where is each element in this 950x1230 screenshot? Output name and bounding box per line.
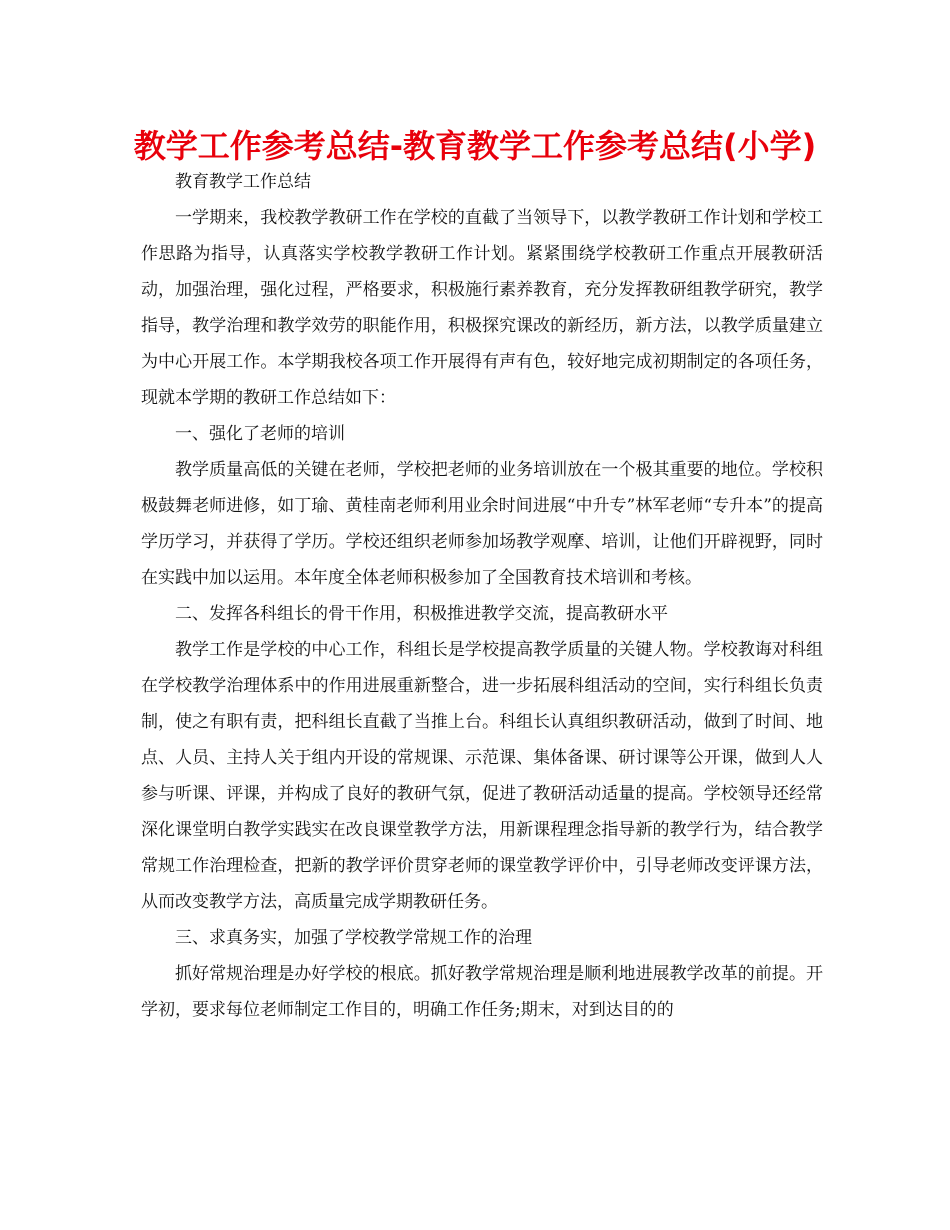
section-heading-1: 一、强化了老师的培训 [175,424,345,444]
section-subtitle: 教育教学工作总结 [175,172,311,192]
intro-paragraph: 一学期来，我校教学教研工作在学校的直截了当领导下，以教学教研工作计划和学校工作思路为指导，认真落实学校教学教研工作计划。紧紧围绕学校教研工作重点开展教研活动，加强治理，强化过程，严格要求，积极施行素养教育，充分发挥教研组教学研究，教学指导，教学治理和教学效劳的职能作用，积极探究课改的新经历，新方法，以教学质量建立为中心开展工作。本学期我校各项工作开展得有声有色，较好地完成初期制定的各项任务，现就本学期的教研工作总结如下： [141,208,823,408]
section-heading-3: 三、求真务实，加强了学校教学常规工作的治理 [175,928,532,948]
section-heading-2: 二、发挥各科组长的骨干作用，积极推进教学交流，提高教研水平 [175,604,668,624]
section-paragraph-3: 抓好常规治理是办好学校的根底。抓好教学常规治理是顺利地进展教学改革的前提。开学初，要求每位老师制定工作目的，明确工作任务;期末，对到达目的的 [141,964,823,1020]
section-paragraph-2: 教学工作是学校的中心工作，科组长是学校提高教学质量的关键人物。学校教诲对科组在学校教学治理体系中的作用进展重新整合，进一步拓展科组活动的空间，实行科组长负责制，使之有职有责，把科组长直截了当推上台。科组长认真组织教研活动，做到了时间、地点、人员、主持人关于组内开设的常规课、示范课、集体备课、研讨课等公开课，做到人人参与听课、评课，并构成了良好的教研气氛，促进了教研活动适量的提高。学校领导还经常深化课堂明白教学实践实在改良课堂教学方法，用新课程理念指导新的教学行为，结合教学常规工作治理检查，把新的教学评价贯穿老师的课堂教学评价中，引导老师改变评课方法，从而改变教学方法，高质量完成学期教研任务。 [141,640,823,912]
section-paragraph-1: 教学质量高低的关键在老师，学校把老师的业务培训放在一个极其重要的地位。学校积极鼓舞老师进修，如丁瑜、黄桂南老师利用业余时间进展“中升专”林军老师“专升本”的提高学历学习，并获得了学历。学校还组织老师参加场教学观摩、培训，让他们开辟视野，同时在实践中加以运用。本年度全体老师积极参加了全国教育技术培训和考核。 [141,460,823,588]
document-title: 教学工作参考总结-教育教学工作参考总结(小学) [133,127,817,165]
document-body [141,164,823,1028]
